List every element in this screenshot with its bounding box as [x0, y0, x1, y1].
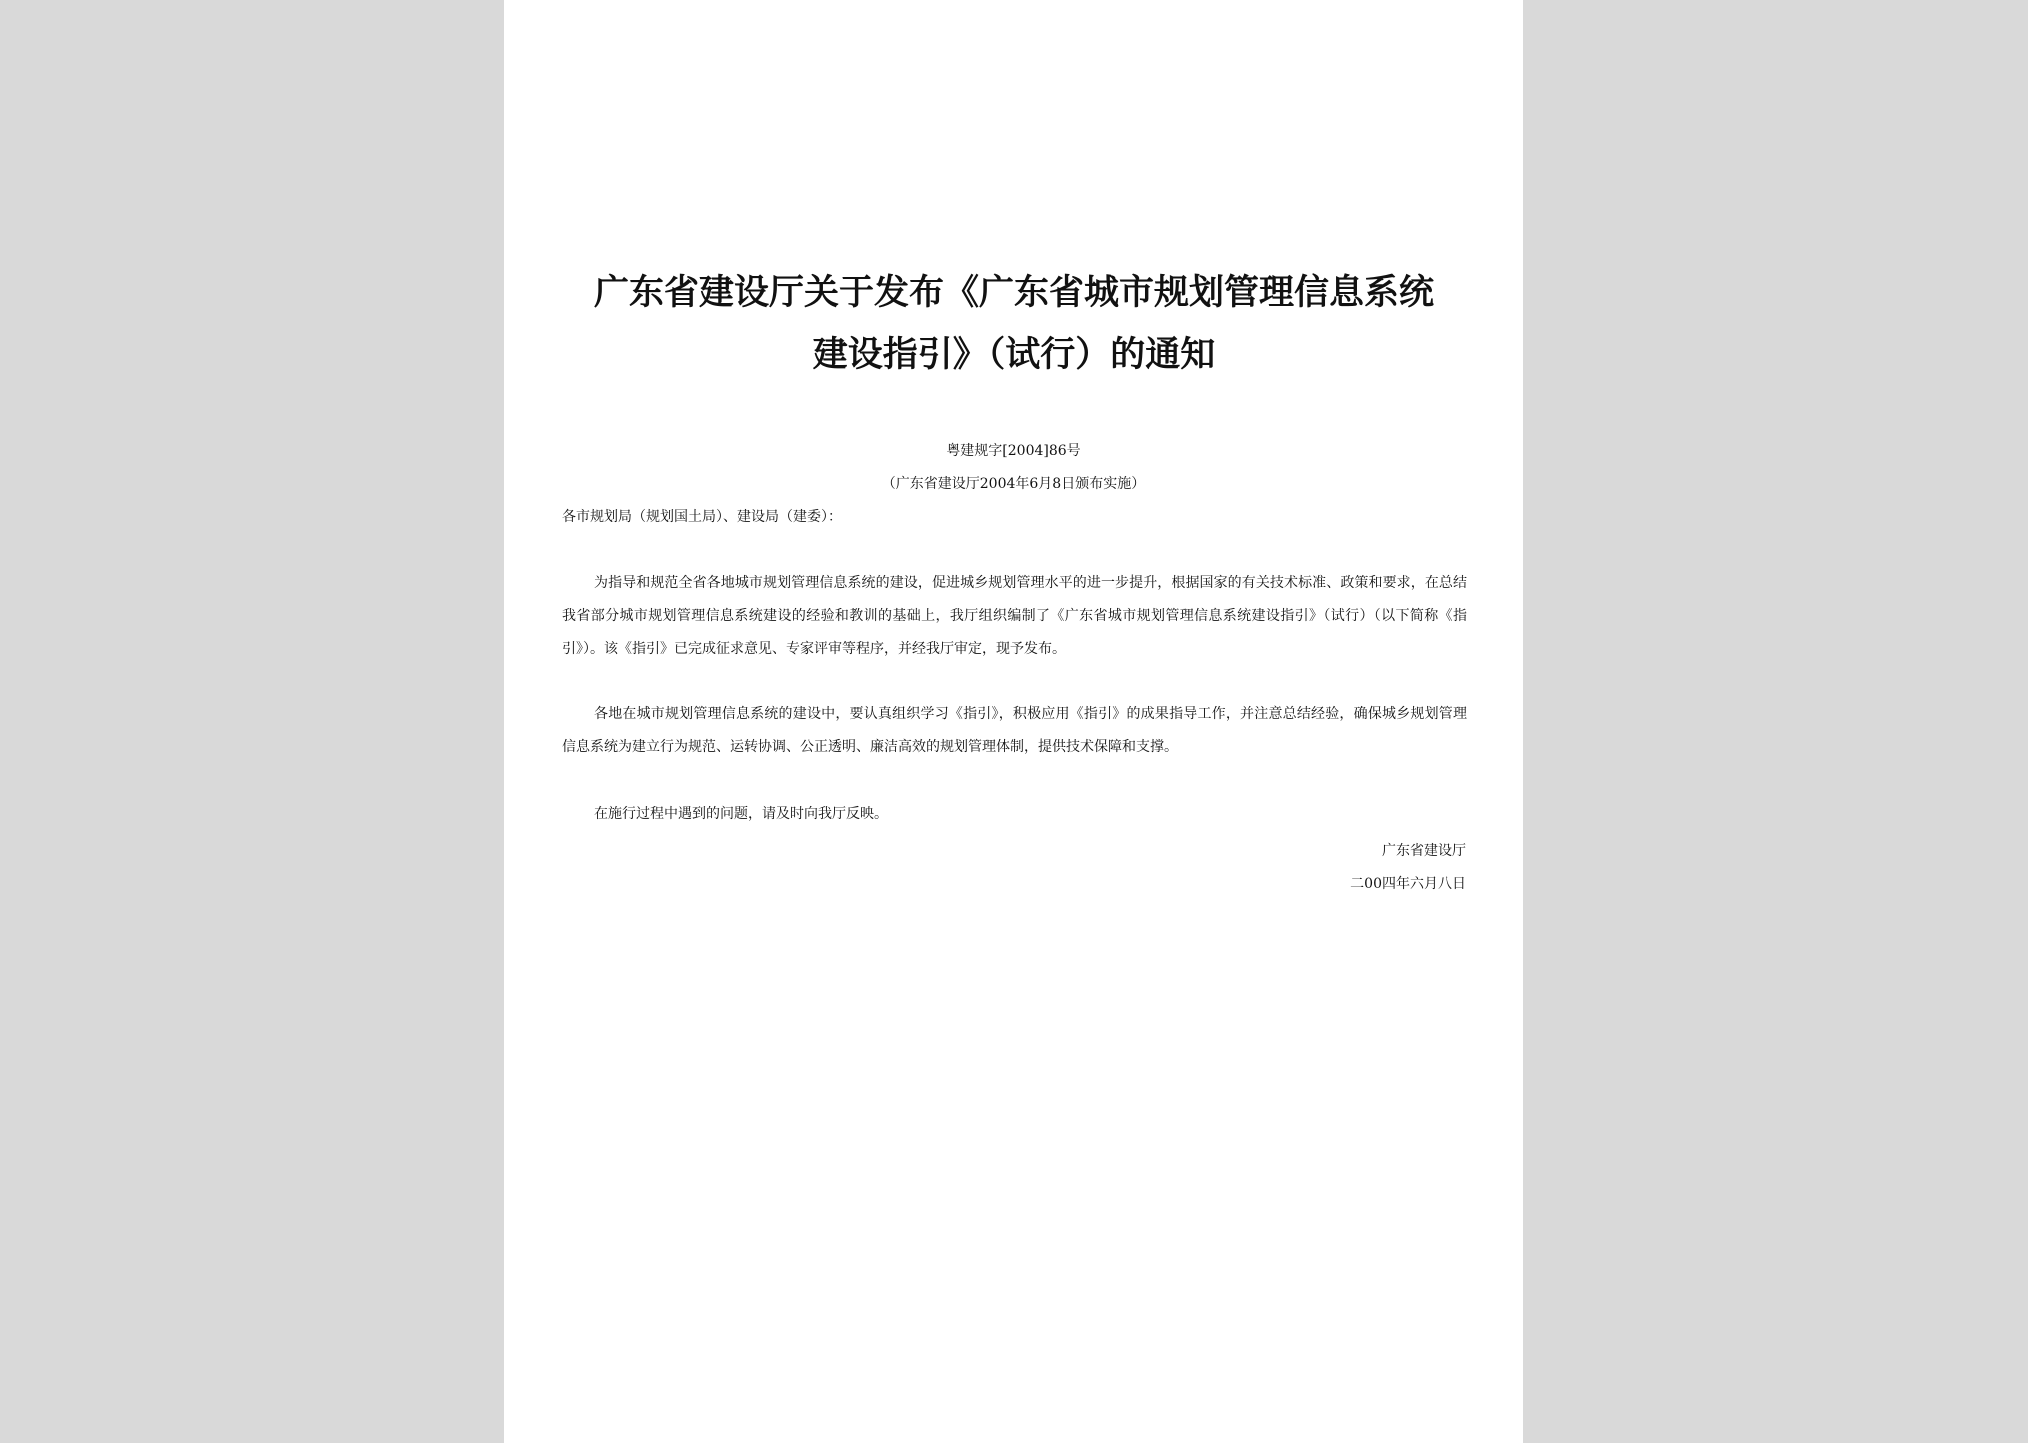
addressee: 各市规划局（规划国土局）、建设局（建委）： [562, 509, 842, 525]
signature-date: 二00四年六月八日 [1350, 876, 1466, 892]
issued-note: （广东省建设厅2004年6月8日颁布实施） [881, 476, 1146, 492]
document-title [544, 262, 1484, 386]
paragraph-1: 为指导和规范全省各地城市规划管理信息系统的建设，促进城乡规划管理水平的进一步提升，根据国家的有关技术标准、政策和要求，在总结我省部分城市规划管理信息系统建设的经验和教训的基础上，我厅组织编制了《广东省城市规划管理信息系统建设指引》（试行）（以下简称《指引》）。该《指引》已完成征求意见、专家评审等程序，并经我厅审定，现予发布。 [562, 575, 1467, 657]
signatory: 广东省建设厅 [1382, 843, 1466, 859]
signature-block [1350, 835, 1466, 901]
paragraph-2: 各地在城市规划管理信息系统的建设中，要认真组织学习《指引》，积极应用《指引》的成果指导工作，并注意总结经验，确保城乡规划管理信息系统为建立行为规范、运转协调、公正透明、廉洁高效的规划管理体制，提供技术保障和支撑。 [562, 706, 1467, 755]
document-page [504, 0, 1523, 1443]
paragraph-3: 在施行过程中遇到的问题，请及时向我厅反映。 [594, 806, 888, 822]
document-number: 粤建规字[2004]86号 [946, 443, 1081, 459]
title-line-1: 广东省建设厅关于发布《广东省城市规划管理信息系统 [593, 272, 1434, 313]
title-line-2: 建设指引》（试行）的通知 [812, 334, 1216, 375]
